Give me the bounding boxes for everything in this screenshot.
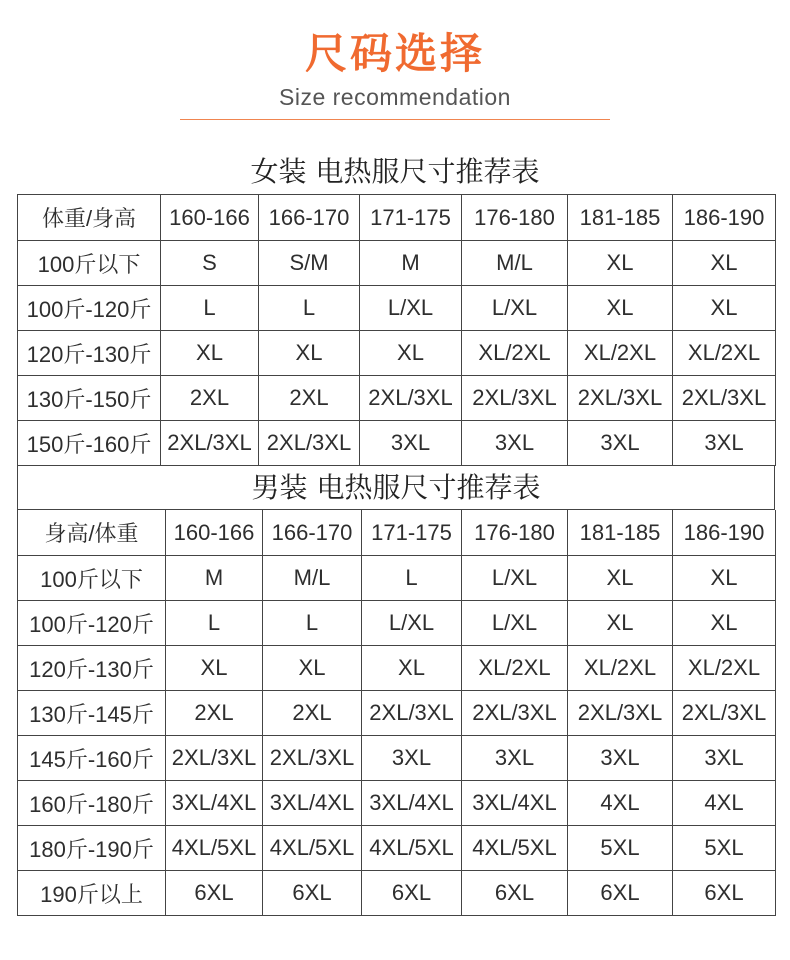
size-cell: 3XL [462,421,568,466]
height-range-header: 171-175 [360,195,462,241]
size-cell: 2XL [161,376,259,421]
size-cell: 2XL/3XL [362,691,462,736]
weight-range-label: 160斤-180斤 [18,781,166,826]
size-cell: 2XL [259,376,360,421]
size-cell: XL [568,601,673,646]
size-row [18,646,776,691]
size-cell: 3XL/4XL [362,781,462,826]
size-cell: 6XL [263,871,362,916]
height-range-header: 181-185 [568,510,673,556]
size-row [18,871,776,916]
size-cell: XL [673,601,776,646]
size-cell: XL [259,331,360,376]
size-cell: 2XL/3XL [462,691,568,736]
women-size-table [17,194,776,466]
size-cell: XL/2XL [673,646,776,691]
size-cell: 5XL [568,826,673,871]
men-table-title: 男装 电热服尺寸推荐表 [17,466,775,510]
size-cell: L [259,286,360,331]
size-cell: 2XL/3XL [568,691,673,736]
size-cell: 4XL/5XL [166,826,263,871]
size-cell: 3XL [568,736,673,781]
size-cell: XL [568,241,673,286]
size-cell: 2XL/3XL [568,376,673,421]
size-cell: 3XL [362,736,462,781]
size-cell: XL [263,646,362,691]
weight-range-label: 190斤以上 [18,871,166,916]
size-cell: 3XL [360,421,462,466]
size-cell: 4XL/5XL [362,826,462,871]
size-cell: XL [362,646,462,691]
size-cell: XL/2XL [568,646,673,691]
size-cell: L [362,556,462,601]
size-cell: 2XL/3XL [673,376,776,421]
weight-range-label: 120斤-130斤 [18,646,166,691]
height-range-header: 166-170 [259,195,360,241]
size-cell: L [263,601,362,646]
men-size-table [17,510,776,916]
size-cell: 6XL [362,871,462,916]
size-cell: 2XL/3XL [462,376,568,421]
size-cell: 2XL/3XL [360,376,462,421]
height-range-header: 186-190 [673,195,776,241]
weight-range-label: 150斤-160斤 [18,421,161,466]
height-range-header: 160-166 [166,510,263,556]
size-cell: L/XL [362,601,462,646]
size-row [18,691,776,736]
size-cell: 2XL [263,691,362,736]
height-range-header: 171-175 [362,510,462,556]
size-row [18,781,776,826]
size-cell: XL/2XL [462,331,568,376]
men-table-body [18,510,776,916]
size-cell: L/XL [462,556,568,601]
size-cell: 2XL/3XL [166,736,263,781]
size-cell: 2XL [166,691,263,736]
height-range-header: 186-190 [673,510,776,556]
size-cell: 4XL/5XL [263,826,362,871]
size-cell: L/XL [462,601,568,646]
women-table-body [18,195,776,466]
size-cell: 3XL [673,421,776,466]
height-range-header: 160-166 [161,195,259,241]
weight-range-label: 100斤以下 [18,241,161,286]
size-cell: XL [673,241,776,286]
page-subtitle: Size recommendation [279,84,511,110]
size-cell: M/L [462,241,568,286]
weight-range-label: 100斤-120斤 [18,601,166,646]
title-divider [180,119,610,120]
size-cell: S/M [259,241,360,286]
weight-range-label: 100斤以下 [18,556,166,601]
size-cell: XL/2XL [568,331,673,376]
size-cell: 5XL [673,826,776,871]
size-row [18,376,776,421]
size-cell: L/XL [462,286,568,331]
size-row [18,286,776,331]
size-cell: XL/2XL [462,646,568,691]
size-cell: 3XL [673,736,776,781]
size-cell: 3XL [462,736,568,781]
size-cell: XL [673,556,776,601]
size-cell: 2XL/3XL [673,691,776,736]
size-cell: 4XL [673,781,776,826]
size-cell: 6XL [673,871,776,916]
size-cell: XL/2XL [673,331,776,376]
size-cell: XL [568,556,673,601]
size-cell: 6XL [462,871,568,916]
height-range-header: 166-170 [263,510,362,556]
size-cell: XL [161,331,259,376]
size-row [18,556,776,601]
size-cell: 4XL/5XL [462,826,568,871]
size-cell: M/L [263,556,362,601]
weight-range-label: 130斤-145斤 [18,691,166,736]
corner-header-cell: 身高/体重 [18,510,166,556]
header-row [18,195,776,241]
weight-range-label: 180斤-190斤 [18,826,166,871]
size-cell: 4XL [568,781,673,826]
corner-header-cell: 体重/身高 [18,195,161,241]
height-range-header: 176-180 [462,195,568,241]
size-row [18,421,776,466]
size-cell: XL [166,646,263,691]
height-range-header: 181-185 [568,195,673,241]
size-cell: M [166,556,263,601]
weight-range-label: 145斤-160斤 [18,736,166,781]
size-cell: 2XL/3XL [161,421,259,466]
size-cell: 3XL/4XL [462,781,568,826]
header-row [18,510,776,556]
size-cell: L [161,286,259,331]
size-cell: 2XL/3XL [259,421,360,466]
size-cell: XL [673,286,776,331]
size-row [18,736,776,781]
women-table-title: 女装 电热服尺寸推荐表 [250,155,540,188]
weight-range-label: 100斤-120斤 [18,286,161,331]
size-cell: 3XL [568,421,673,466]
size-cell: M [360,241,462,286]
size-cell: L/XL [360,286,462,331]
height-range-header: 176-180 [462,510,568,556]
size-cell: XL [568,286,673,331]
size-cell: XL [360,331,462,376]
weight-range-label: 130斤-150斤 [18,376,161,421]
size-row [18,826,776,871]
size-row [18,241,776,286]
size-row [18,601,776,646]
size-cell: 3XL/4XL [263,781,362,826]
size-cell: L [166,601,263,646]
size-cell: 3XL/4XL [166,781,263,826]
size-cell: S [161,241,259,286]
size-row [18,331,776,376]
size-cell: 6XL [166,871,263,916]
weight-range-label: 120斤-130斤 [18,331,161,376]
size-cell: 2XL/3XL [263,736,362,781]
size-cell: 6XL [568,871,673,916]
page-title: 尺码选择 [304,29,485,78]
size-tables [17,194,775,916]
